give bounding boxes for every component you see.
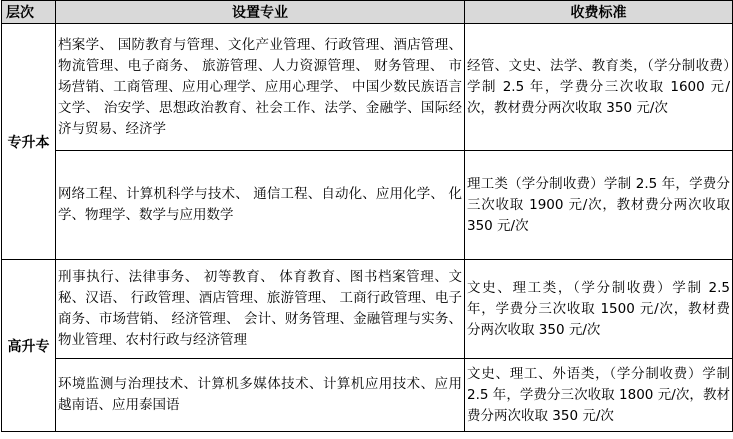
- table-row: [2, 260, 733, 359]
- fee-cell: 文史、理工类，（学分制收费）学制 2.5 年，学费分三次收取 1500 元/次，教材费分两次收取 350 元/次: [465, 260, 733, 359]
- fee-cell: 理工类（学分制收费）学制 2.5 年，学费分三次收取 1900 元/次，教材费分两次收取 350 元/次: [465, 151, 733, 260]
- header-level: 层次: [2, 1, 56, 24]
- header-fee: 收费标准: [465, 1, 733, 24]
- fee-cell: 文史、理工、外语类，（学分制收费）学制 2.5 年，学费分三次收取 1800 元/次，教材费分两次收取 350 元/次: [465, 359, 733, 432]
- table-row: [2, 24, 733, 151]
- level-cell-gaoshengzhuan: 高升专: [2, 260, 56, 432]
- table-row: [2, 359, 733, 432]
- header-major: 设置专业: [56, 1, 465, 24]
- fee-table: [1, 0, 733, 432]
- level-cell-zhuanshengben: 专升本: [2, 24, 56, 260]
- fee-cell: 经管、文史、法学、教育类，（学分制收费）学制 2.5 年，学费分三次收取 1600 元/次，教材费分两次收取 350 元/次: [465, 24, 733, 151]
- table-row: [2, 151, 733, 260]
- majors-cell: 刑事执行、法律事务、 初等教育、 体育教育、图书档案管理、文秘、汉语、 行政管理、酒店管理、旅游管理、 工商行政管理、电子商务、市场营销、 经济管理、 会计、财务管理、金融管理与实务、物业管理、农村行政与经济管理: [56, 260, 465, 359]
- majors-cell: 环境监测与治理技术、计算机多媒体技术、计算机应用技术、应用越南语、应用泰国语: [56, 359, 465, 432]
- majors-cell: 档案学、 国防教育与管理、文化产业管理、行政管理、酒店管理、物流管理、电子商务、 旅游管理、人力资源管理、 财务管理、 市场营销、工商管理、应用心理学、应用心理学、 中国少数民族语言文学、 治安学、思想政治教育、社会工作、法学、金融学、国际经济与贸易、经济学: [56, 24, 465, 151]
- header-row: [2, 1, 733, 24]
- majors-cell: 网络工程、计算机科学与技术、 通信工程、自动化、应用化学、 化学、物理学、数学与应用数学: [56, 151, 465, 260]
